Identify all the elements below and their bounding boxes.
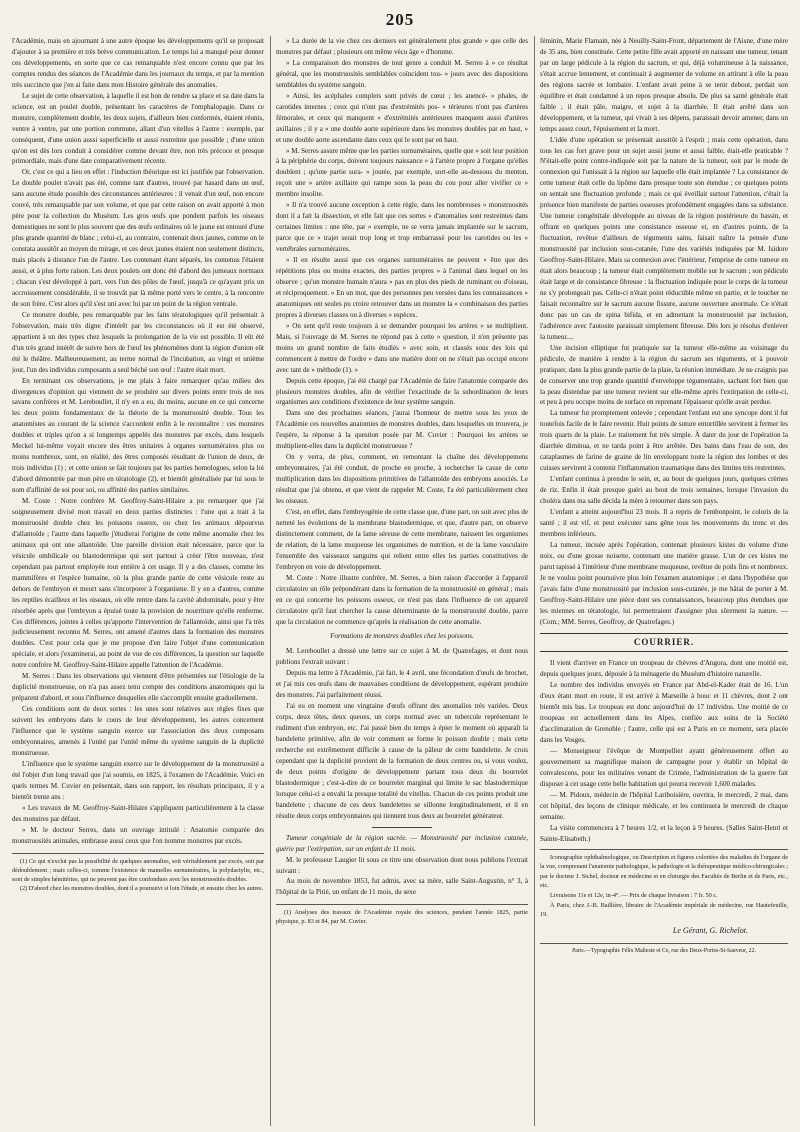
news-item: — Monseigneur l'évêque de Montpellier ayant généreusement offert au gouvernement sa magnifique maison de campagne pour y établir un hôpital de convalescens, pour les militaires venant de Crimée, l'administration de la guerre fait disposer à cet usage cette belle habitation qui pourra recevoir 1,600 malades.	[540, 747, 788, 788]
paragraph: Depuis ma lettre à l'Académie, j'ai fait, le 4 avril, une fécondation d'œufs de brochet, et j'ai mis ces œufs dans de mauvaises conditions de développement, espérant produire des monstres. J'ai parfaitement réussi.	[276, 669, 528, 700]
news-item: — M. Pidoux, médecin de l'hôpital Lariboisière, ouvrira, le mercredi, 2 mai, dans cet hôpital, des leçons de clinique médicale, et les continuera le mercredi de chaque semaine.	[540, 790, 788, 821]
courrier-heading	[540, 633, 788, 652]
column-3	[540, 36, 788, 1126]
paragraph: Une incision elliptique fut pratiquée sur la tumeur elle-même au voisinage du pédicule, de manière à rendre à la région du sacrum ses téguments, et à pouvoir pratiquer, dans la plus grande partie de la plaie, la réunion immédiate. Je ne craignis pas de conserver une trop grande quantité d'enveloppe tégumentaire, sachant fort bien que la peau distendue par une tumeur revient sur elle-même après l'extirpation de celle-ci, et peu à peu occupe moins de surface en reprenant l'épaisseur qu'elle avait perdue.	[540, 343, 788, 407]
news-item: La visite commencera à 7 heures 1/2, et la leçon à 9 heures. (Salles Saint-Henri et Sainte-Elisabeth.)	[540, 823, 788, 843]
paragraph: En terminant ces observations, je me plais à faire remarquer qu'au milieu des divergences d'opinion qui viennent de se produire sur divers points entre trois de nos savans confrères et M. Lereboullet, il n'y en a eu, du moins, aucune en ce qui concerne les deux points fondamentaux de la théorie de la monstruosité double. Tous les anatomistes au courant de la science s'accordent enfin à le reconnaître : ces monstres doubles et triples qu'on a si longtemps appelés des monstres par excès, dans lesquels Meckel lui-même voyait encore des êtres unitaires à organes surnuméraires plus ou moins nombreux, sont, en réalité, des êtres composés résultant de l'union de deux, de trois individus (1) ; et cette union se fait toujours par les parties homologues, selon la loi d'abord démontrée par mon père en tératologie (2), et bientôt généralisée par lui sous le nom d'affinité de soi pour soi, ou affinité des parties similaires.	[12, 376, 264, 495]
paragraph: l'Académie, mais en ajournant à une autre époque les développements qu'il se proposait d'ajouter à sa première et très brève communication. Le temps lui a manqué pour donner ces développements, en sorte que ce cas remarquable n'est encore connu que par les comptes rendus des séances de l'Académie dans les journaux du temps, et par la mention très succincte que j'en ai faite dans mon Histoire générale des anomalies.	[12, 37, 264, 89]
paragraph: On y verra, de plus, comment, en remontant la chaîne des développemens embryonnaires, j'ai été conduit, de proche en proche, à rechercher la cause de cette multiplication dans les dispositions primitives de l'allantoïde des embryons associés. Le résultat que j'ai obtenu, et que vient de rappeler M. Coste, l'a été particulièrement chez les oiseaux.	[276, 453, 528, 506]
paragraph: La tumeur, incisée après l'opération, contenait plusieurs kistes du volume d'une noix, ou d'une grosse noisette, contenant une matière grasse. L'un de ces kistes me parut tapissé à l'intérieur d'une membrane muqueuse, revêtue de poils fins et nombreux. Je ne voulus point poursuivre plus loin l'examen anatomique ; et dans l'hypothèse que j'avais faite d'une monstruosité par inclusion sous-cutanée, je me hâtai de porter à M. Geoffroy-Saint-Hilaire une pièce dont ses connaissances, beaucoup plus étendues que les miennes en tératologie, lui permettraient d'assigner plus sûrement la nature. — (Com.; MM. Serres, Geoffroy, de Quatrefages.)	[540, 540, 788, 626]
signature: Le Gérant, G. Richelot.	[672, 925, 748, 935]
paragraph: M. Coste : Notre illustre confrère, M. Serres, a bien raison d'accorder à l'appareil circulatoire un rôle prépondérant dans la formation de la monstruosité en général ; mais en ce qui concerne les poissons osseux, ce n'est pas dans l'influence de cet appareil circulatoire qu'il faut chercher la cause déterminante de la monstruosité double, parce que la circulation ne commence qu'après la réalisation de cette anomalie.	[276, 573, 528, 626]
column-1	[12, 36, 264, 1126]
paragraph: Dans une des prochaines séances, j'aurai l'honneur de mettre sous les yeux de l'Académie ces nouvelles anatomies de monstres doubles, dans lesquelles on trouvera, je l'espère, la réponse à la question posée par M. Cuvier : Pourquoi les artères se multiplient-elles dans la duplicité monstrueuse ?	[276, 409, 528, 451]
paragraph: Depuis cette époque, j'ai été chargé par l'Académie de faire l'anatomie comparée des plusieurs monstres doubles, afin de vérifier l'exactitude de la subordination de leurs organismes aux conditions d'existence de leur système sanguin.	[276, 376, 528, 407]
paragraph: M. le professeur Laugier lit sous ce titre une observation dont nous publions l'extrait suivant :	[276, 855, 528, 875]
paragraph: Ce monstre double, peu remarquable par les faits tératologiques qu'il présentait à l'observation, mais très digne d'intérêt par les circonstances où il est été observé, appartient à un des types chez lesquels la prolongation de la vie est possible. Il eût été d'un très grand intérêt de suivre hors de l'œuf les phénomènes dont la région d'union eût été le théâtre. Malheureusement, au terme normal de l'incubation, au vingt et unième jour, l'un des individus composants a seul béché son œuf : l'autre était mort.	[12, 310, 264, 374]
paragraph: féminin, Marie Flamain, née à Neuilly-Saint-Front, département de l'Aisne, d'une mère de 35 ans, bien constituée. Cette petite fille avait apporté en naissant une tumeur, tenant par un large pédicule à la région du sacrum, et qui, déjà volumineuse à la naissance, s'était accrue lentement, et continuait à augmenter de volume en attirant à elle la peau des régions sacrée et lombaire. L'enfant avait peine à se tenir debout, perdait son équilibre et était condamné à un repos presque absolu. De plus sa santé générale était faible ; il était pâle, maigre, et sujet à la diarrhée. Il était arrêté dans son développement, et la tumeur, qui vivait à ses dépens, paraissait devoir amener, dans un temps assez court, l'épuisement et la mort.	[540, 37, 788, 133]
page-number: 205	[385, 10, 415, 29]
column-divider	[270, 36, 271, 1126]
columns	[12, 36, 788, 1126]
ad-text: À Paris, chez J.-B. Baillière, libraire de l'Académie impériale de médecine, rue Hautefeuille, 19.	[540, 901, 788, 919]
heading-title: COURRIER.	[633, 637, 695, 648]
footnote: (1) Ce qui n'exclut pas la possibilité de quelques anomalies, soit véritablement par excès, soit par dédoublement ; mais celles-ci, comme l'existence de mamelles surnuméraires, la polydactylie, etc., sont de simples hémitéries, qui ne peuvent pas être confondues avec les monstruosités doubles.	[12, 857, 264, 883]
paragraph: M. Serres : Dans les observations qui viennent d'être présentées sur l'étiologie de la duplicité monstrueuse, on n'a pas assez tenu compte des conditions anatomiques qui la préparent d'abord, et sous l'influence desquelles elle s'accomplit ensuite graduellement.	[12, 672, 264, 703]
paragraph: » M. Serres assure même que les parties surnuméraires, quelle que » soit leur position à la périphérie du corps, doivent toujours naissance » à l'artère propre à l'organe qu'elles doublent ; qu'une partie sura- » joutée, par exemple, sort-elle au-dessous du menton, reçoit une » artère axillaire qui rampe sous la peau du cou pour aller vivifier ce » membre insolite.	[276, 146, 528, 199]
footnote: (1) Analyses des travaux de l'Académie royale des sciences, pendant l'année 1825, partie physique, p. 83 et 84, par M. Cuvier.	[276, 909, 528, 926]
news-item: Il vient d'arriver en France un troupeau de chèvres d'Angora, dont une moitié est, depuis quelques jours, déposée à la ménagerie du Muséum d'histoire naturelle.	[540, 659, 788, 679]
paragraph: L'enfant a atteint aujourd'hui 23 mois. Il a repris de l'embonpoint, le coloris de la santé ; il est vif, et peut exécuter sans gêne tous les mouvements du tronc et des membres inférieurs.	[540, 507, 788, 538]
paragraph: » Il en résulte aussi que ces organes surnuméraires ne peuvent » être que des répétitions plus ou moins exactes, des parties propres » à l'animal dans lequel on les observe ; qu'un monstre humain n'aura » pas en plus des pieds de ruminant ou d'oiseau, et réciproquement. » En un mot, que des personnes peu versées dans les connaissances » anatomiques ont seules pu croire retrouver dans un monstre la » combinaison des parties propres à diverses classes ou à diverses » espèces.	[276, 256, 528, 319]
footnote: (2) D'abord chez les monstres doubles, dont il a poursuivi si loin l'étude, et ensuite chez les autres.	[20, 884, 264, 892]
ad-text: Livraisons 11e et 12e, in-4°. — Prix de chaque livraison : 7 fr. 50 c.	[550, 892, 718, 899]
paragraph: Le sujet de cette observation, à laquelle il est bon de rendre sa place et sa date dans la science, est un poulet double, présentant les caractères de l'omphalopagie. Dans ce monstre, complètement double, les deux sujets, d'ailleurs bien conformés, étaient réunis, ventre à ventre, par une portion commune, allant d'un vitellus à l'autre : exemple, par conséquent, d'une union aussi superficielle et aussi restreinte que possible ; d'une union qu'on est dès lors conduit à considérer comme devant être, non très précoce et presque primordiale, mais d'une date comparativement récente.	[12, 91, 264, 166]
paragraph: La tumeur fut promptement enlevée ; cependant l'enfant eut une syncope dont il fut toutefois facile de le faire revenir. Huit points de suture entortillée servirent à fermer les trois quarts de la plaie. Le traitement fut très simple. À dater du jour de l'opération la diarrhée diminua, et ne tarda point à être arrêtée. Des bains dans l'eau de son, des cataplasmes de farine de graine de lin enveloppant toute la région des lombes et des cuisses servirent à contenir l'inflammation traumatique dans des limites très restreintes.	[540, 409, 788, 473]
footnotes	[12, 853, 264, 893]
article-title: Tumeur congéniale de la région sacrée. — Monstruosité par inclusion cutanée, guérie par l'extirpation, sur un enfant de 11 mois.	[276, 833, 528, 853]
news-item: Le nombre des individus envoyés en France par Abd-el-Kader était de 16. L'un d'eux étant mort en route, il est arrivé à Marseille à bouc et 11 chèvres, dont 2 ont bientôt mis bas. Le troupeau est donc aujourd'hui de 17 individus. Une moitié de ce troupeau est actuellement dans les Alpes, confiée aux soins de la Société d'acclimatation de Grenoble ; l'autre, celle qui est à Paris en ce moment, sera placée dans les Vosges.	[540, 681, 788, 745]
paragraph: » Ainsi, les acéphales complets sont privés de cœur ; les anencé- » phales, de carotides internes ; ceux qui n'ont pas d'extrémités pos- » térieures n'ont pas d'artères fémorales, et ceux qui manquent » d'extrémités antérieures manquent aussi d'artères axillaires ; il y a » une double aorte supérieure dans les monstres doubles par en haut, » et une double aorte ascendante dans ceux qui le sont par en haut.	[276, 91, 528, 144]
paragraph: Or, c'est ce qui a lieu en effet : l'induction théorique est ici justifiée par l'observation. Le double poulet n'avait pas été, comme tant d'autres, trouvé par hasard dans un œuf, sans aucune étude possible des circonstances antérieures : il venait d'un œuf, non encore couvé, très remarquable par son volume, et que par cette raison on avait apporté à mon père pour la collection du Muséum. Les gros œufs que pondent parfois les oiseaux domestiques ne sont le plus souvent que des œufs ordinaires où le jaune est entouré d'une plus grande quantité de blanc ; celui-ci, au contraire, contenait deux jaunes, comme on le constata aussitôt au moyen du mirage, et ces deux jaunes étaient non seulement distincts, mais placés à distance l'un de l'autre. Les contenant étant séparés, les contenus l'étaient aussi, et à plus forte raison. Les deux poulets ont donc été d'abord des jumeaux normaux ; chacun s'est développé à part, vers l'un des pôles de l'œuf, jusqu'à ce qu'ayant pris un accroissement considérable, il se trouvât par là même porté vers le centre, à la rencontre de son frère. C'est alors qu'il s'est uni avec lui par un point de la région ventrale.	[12, 168, 264, 308]
printer-imprint: Paris.—Typographie Félix Malteste et Ce, rue des Deux-Portes-St-Sauveur, 22.	[540, 943, 788, 956]
paragraph: L'influence que le système sanguin exerce sur le développement de la monstruosité a été l'objet d'un long travail que j'ai soumis, en 1825, à l'examen de l'Académie. Voici en quels termes M. Cuvier en présentait, dans son rapport, les résultats principaux, il y a bientôt trente ans :	[12, 759, 264, 801]
paragraph: » Il n'a trouvé aucune exception à cette règle, dans les nombreuses » monstruosités dont il a fait la dissection, et elle fait que ces sortes » d'anomalies sont restreintes dans certaines limites : une tête, par » exemple, ne se verra jamais implantée sur le sacrum, parce que ce » trajet serait trop long et trop embarrassé pour les carotides ou les » vertébrales surnuméraires.	[276, 201, 528, 254]
paragraph: » On sent qu'il reste toujours à se demander pourquoi les artères » se multiplient. Mais, si l'ouvrage de M. Serres ne répond pas à cette » question, il n'en présente pas moins un grand nombre de faits étudiés » avec soin, et classés sous des lois qui commencent à mettre de l'ordre » dans une matière dont on ne s'était pas occupé encore avec tant de » méthode (1). »	[276, 321, 528, 374]
paragraph: Au mois de novembre 1853, fut admis, avec sa mère, salle Saint-Augustin, n° 3, à l'hôpital de la Pitié, un enfant de 11 mois, du sexe	[276, 877, 528, 897]
paragraph: C'est, en effet, dans l'embryogénie de cette classe que, d'une part, on suit avec plus de netteté les évolutions de la membrane blastodermique, et que, d'autre part, on observe distinctement comment, de la lame séreuse de cette membrane, naissent les organismes de relation, de la lame muqueuse les organismes de nutrition, et de la lame vasculaire l'ensemble des vaisseaux sanguins qui relient entre elles les parties constitutives de l'embryon en voie de développement.	[276, 507, 528, 571]
paragraph: M. Lereboullet a dressé une lettre sur ce sujet à M. de Quatrefages, et dont nous publions l'extrait suivant :	[276, 647, 528, 667]
ad-text: Iconographie ophthalmologique, ou Description et figures coloriées des maladies de l'organe de la vue, comprenant l'anatomie pathologique, la pathologie et la thérapeutique médico-chirurgicales ; par le docteur J. Sichel, docteur en médecine et en chirurgie des Facultés de Berlin et de Paris, etc., etc.	[540, 853, 788, 890]
paragraph: » La comparaison des monstres de tout genre a conduit M. Serres à » ce résultat général, que les monstruosités semblables coïncident tou- » jours avec des dispositions semblables du système sanguin.	[276, 58, 528, 89]
footnotes	[276, 904, 528, 926]
paragraph: » M. le docteur Serres, dans un ouvrage intitulé : Anatomie comparée des monstruosités animales, embrasse aussi ceux que l'on nomme monstres par excès.	[12, 825, 264, 845]
paragraph: « Les travaux de M. Geoffroy-Saint-Hilaire s'appliquent particulièrement à la classe des monstres par défaut.	[12, 803, 264, 823]
section-title: Formations de monstres doubles chez les poissons.	[330, 632, 474, 641]
separator-rule	[372, 827, 432, 828]
heading-rule	[540, 633, 788, 634]
paragraph: » La durée de la vie chez ces derniers est généralement plus grande » que celle des monstres par défaut ; plusieurs ont même vécu âge » d'homme.	[276, 37, 528, 56]
column-2	[276, 36, 528, 1126]
paragraph: J'ai eu en moment une vingtaine d'œufs offrant des anomalies très variées. Deux corps, deux têtes, deux queues, un corps normal avec un tubercule représentant le rudiment d'un embryon, etc. J'ai passé bien du temps à épier le moment où apparaît la bandelette primitive, afin de voir comment se forme le poisson double ; mais cette recherche est extrêmement difficile à cause de la pâleur de cette bandelette. Je crois cependant que la duplicité provient de la formation de deux centres ou, si vous voulez, de deux points d'origine de développement partant tous deux du bourrelet blastodermique ; c'est-à-dire de ce bourrelet marginal qui limite le sac blastodermique lorsque celui-ci a envahi la presque totalité du vitellus. Chacun de ces points produit une bandelette ; chacune de ces deux bandelettes se sillonne longitudinalement, et il en résulte deux corps embryonnaires qui tiennent tous deux au bourrelet générateur.	[276, 702, 528, 820]
heading-rule	[540, 651, 788, 652]
book-advertisement	[540, 849, 788, 920]
paragraph: M. Coste : Notre confrère M. Geoffroy-Saint-Hilaire a pu remarquer que j'ai soigneusement divisé mon travail en deux parties distinctes : l'une qui a trait à la monstruosité double chez les poissons osseux, ou chez les animaux dépourvus d'allantoïde ; l'autre dans laquelle j'étudierai l'origine de cette même anomalie chez les animaux qui ont une allantoïde. Une pareille division était nécessaire, parce que la vésicule ombilicale ou blastodermique qui sert partout à créer l'être nouveau, n'est cependant pas partout employée tout entière à cet usage. Il y a des classes, comme les mammifères et l'espèce humaine, où la plus grande partie de cette vésicule reste au dehors de l'embryon et meurt sans s'incorporer à l'organisme. Il y en a d'autres, comme les reptiles écailleux et les oiseaux, où elle rentre dans la cavité abdominale, pour y être résorbée après que l'embryon a épuisé toute la provision de nourriture qu'elle renferme. Ces différences, jointes à celles qu'apporte l'intervention de l'allantoïde, ainsi que l'a très judicieusement reconnu M. Serres, ont amené d'autres dans la formation des monstres doubles. C'est pour cela que je me propose d'en faire l'objet d'une communication spéciale, et alors j'examinerai, au point de vue de ces différences, la question sur laquelle notre confrère M. Geoffroy-Saint-Hilaire appelle l'attention de l'Académie.	[12, 497, 264, 670]
paragraph: L'enfant continua à prendre le sein, et, au bout de quelques jours, quelques crèmes de riz. Enfin il était presque guéri au bout de trois semaines, lorsque l'invasion du choléra dans ma salle décida la mère à retourner dans son pays.	[540, 475, 788, 506]
paragraph: Ces conditions sont de deux sortes : les unes sont relatives aux règles fixes que suivent les embryons dans le cours de leur développement, les autres concernent l'influence que le système sanguin exerce sur l'association des deux composans embryonnaires, amenés à l'unité par l'unité même du système sanguin de la duplicité monstrueuse.	[12, 705, 264, 757]
paragraph: L'idée d'une opération se présentait aussitôt à l'esprit ; mais cette opération, dans tous les cas fort grave pour un sujet aussi jeune et aussi faible, était-elle praticable ? N'était-elle point contre-indiquée soit par la nature de la tumeur, soit par le mode de connexion qui l'unissait à la région sur laquelle elle était implantée ? La consistance de cette tumeur était celle du lipôme dans presque toute son étendue ; ce quelques points on sentait une fluctuation profonde ; mais ce qui éveillait surtout l'attention, c'était la présence bien manifeste de parties osseuses profondément engagées dans sa substance. Une tumeur congénitale développée au niveau de la région postérieure du bassin, et offrant en quelques points une consistance osseuse et, en d'autres points, de la fluctuation, revêtue d'ailleurs de téguments sains, faisait naître la pensée d'une monstruosité par inclusion sous-cutanée, l'une des variétés indiquées par M. Isidore Geoffroy-Saint-Hilaire. Mais sa connexion avec l'intérieur, l'emprise de cette tumeur en était alors beaucoup ; la tumeur était complètement mobile sur le sacrum ; son pédicule était large et de consistance fibreuse : la fluctuation indiquée pour le corps de la tumeur ne s'y prolongeait pas. Celle-ci n'était point réductible même en partie, et le toucher ne faisait reconnaître sur le sacrum aucune fissure, aucune ouverture anormale. Ce n'était donc pas un cas de spina bifida, et en admettant la monstruosité par inclusion, l'adhérence avec l'autosite paraissait simplement fibreuse. Dès lors je résolus d'enlever la tumeur....	[540, 135, 788, 341]
column-divider	[534, 36, 535, 1126]
